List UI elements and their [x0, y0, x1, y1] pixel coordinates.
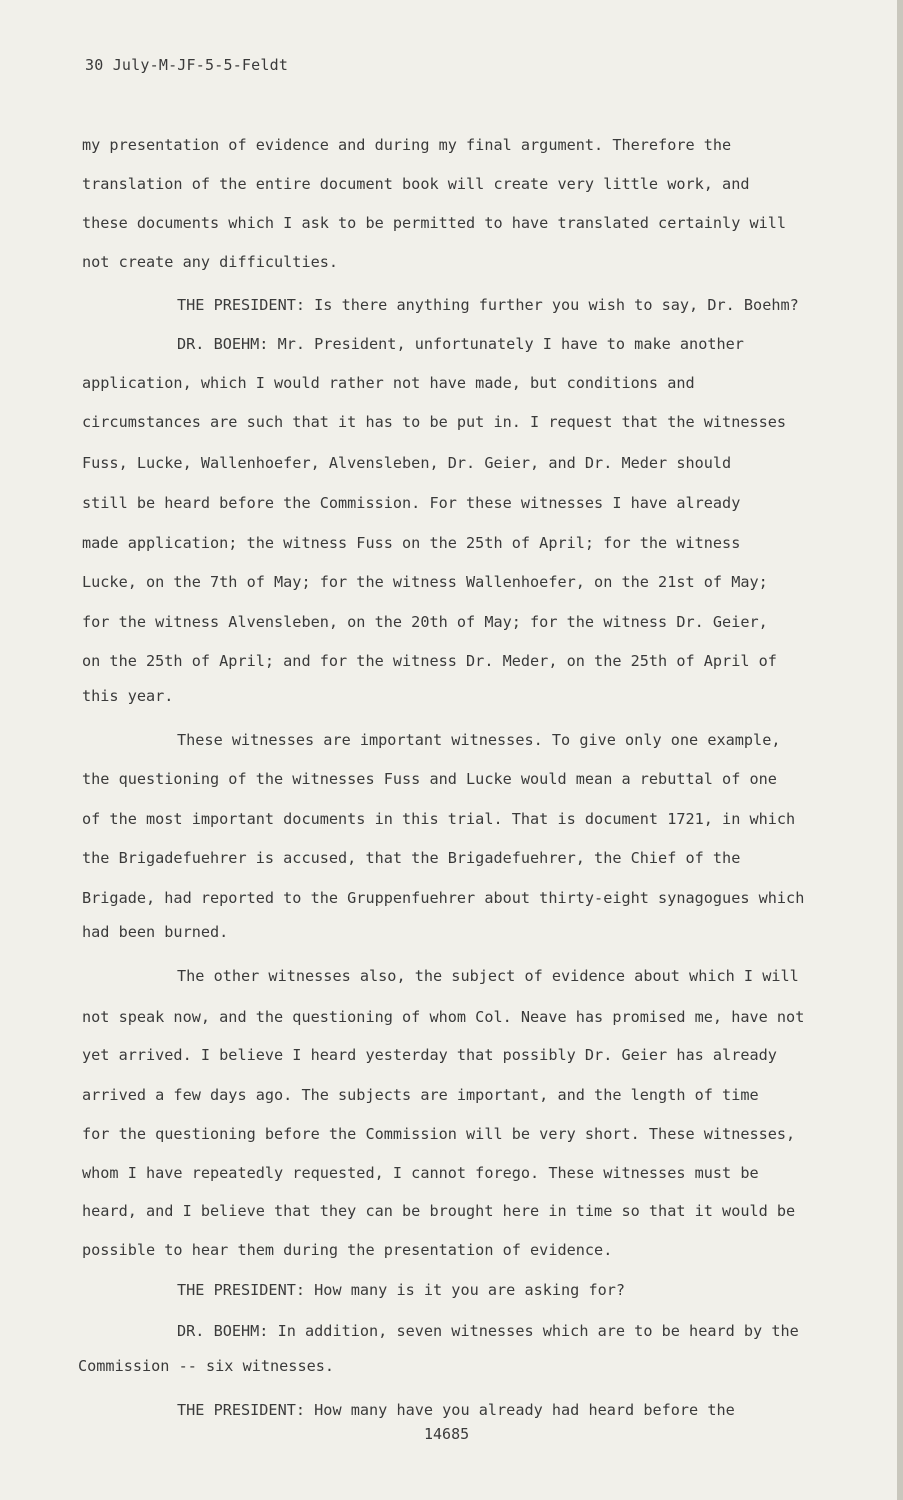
text-line: possible to hear them during the presentation of evidence.: [82, 1241, 613, 1259]
text-line: my presentation of evidence and during my final argument. Therefore the: [82, 136, 732, 154]
text-line: Commission -- six witnesses.: [78, 1357, 335, 1375]
text-line: these documents which I ask to be permitted to have translated certainly will: [82, 214, 787, 232]
text-line: translation of the entire document book will create very little work, and: [82, 175, 750, 193]
text-line: not create any difficulties.: [82, 253, 339, 271]
text-line: yet arrived. I believe I heard yesterday that possibly Dr. Geier has already: [82, 1046, 777, 1064]
text-line: The other witnesses also, the subject of evidence about which I will: [177, 967, 799, 985]
text-line: Fuss, Lucke, Wallenhoefer, Alvensleben, Dr. Geier, and Dr. Meder should: [82, 454, 732, 472]
text-line: Brigade, had reported to the Gruppenfuehrer about thirty-eight synagogues which: [82, 889, 805, 907]
page-header: 30 July-M-JF-5-5-Feldt: [85, 56, 289, 74]
text-line: on the 25th of April; and for the witness Dr. Meder, on the 25th of April of: [82, 652, 777, 670]
text-line: THE PRESIDENT: How many have you already had heard before the: [177, 1401, 735, 1419]
text-line: for the witness Alvensleben, on the 20th of May; for the witness Dr. Geier,: [82, 613, 768, 631]
text-line: circumstances are such that it has to be put in. I request that the witnesses: [82, 413, 787, 431]
text-line: not speak now, and the questioning of whom Col. Neave has promised me, have not: [82, 1008, 805, 1026]
text-line: THE PRESIDENT: Is there anything further you wish to say, Dr. Boehm?: [177, 296, 799, 314]
text-line: this year.: [82, 687, 174, 705]
text-line: DR. BOEHM: Mr. President, unfortunately I have to make another: [177, 335, 744, 353]
text-line: of the most important documents in this trial. That is document 1721, in which: [82, 810, 796, 828]
text-line: These witnesses are important witnesses. To give only one example,: [177, 731, 781, 749]
page-number: 14685: [424, 1425, 470, 1443]
text-line: the questioning of the witnesses Fuss and Lucke would mean a rebuttal of one: [82, 770, 777, 788]
text-line: still be heard before the Commission. For these witnesses I have already: [82, 494, 741, 512]
text-line: for the questioning before the Commission will be very short. These witnesses,: [82, 1125, 796, 1143]
text-line: whom I have repeatedly requested, I cannot forego. These witnesses must be: [82, 1164, 759, 1182]
page-edge: [897, 0, 903, 1500]
text-line: the Brigadefuehrer is accused, that the Brigadefuehrer, the Chief of the: [82, 849, 741, 867]
text-line: Lucke, on the 7th of May; for the witness Wallenhoefer, on the 21st of May;: [82, 573, 768, 591]
text-line: application, which I would rather not have made, but conditions and: [82, 374, 695, 392]
text-line: DR. BOEHM: In addition, seven witnesses which are to be heard by the: [177, 1322, 799, 1340]
text-line: THE PRESIDENT: How many is it you are asking for?: [177, 1281, 626, 1299]
text-line: made application; the witness Fuss on the 25th of April; for the witness: [82, 534, 741, 552]
text-line: heard, and I believe that they can be brought here in time so that it would be: [82, 1202, 796, 1220]
text-line: arrived a few days ago. The subjects are important, and the length of time: [82, 1086, 759, 1104]
text-line: had been burned.: [82, 923, 229, 941]
